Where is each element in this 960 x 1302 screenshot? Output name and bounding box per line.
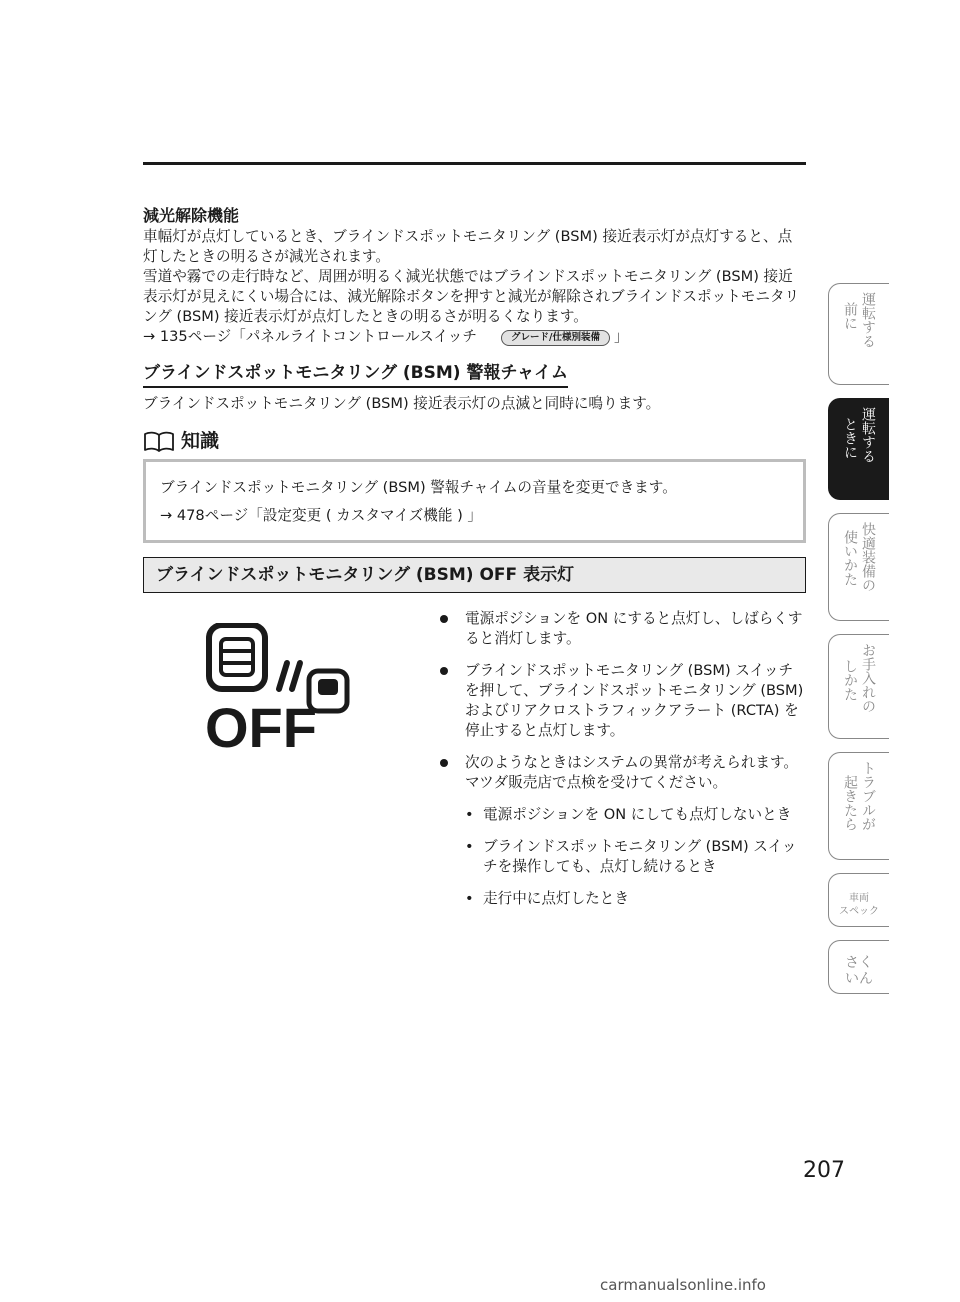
dimmer-cancel-heading: 減光解除機能 — [143, 206, 240, 225]
knowledge-header — [143, 430, 806, 452]
chime-heading: ブラインドスポットモニタリング (BSM) 警報チャイム — [143, 361, 568, 388]
tab-maintenance[interactable]: お手入れの しかた — [828, 634, 889, 739]
reference-close: 」 — [613, 328, 629, 345]
tab-before-driving[interactable]: 運転する 前に — [828, 283, 889, 385]
off-indicator-section — [143, 609, 806, 921]
sub-bullet-item: • 電源ポジションを ON にしても点灯しないとき — [433, 805, 806, 825]
indicator-description — [433, 609, 806, 921]
book-icon — [143, 430, 175, 452]
knowledge-box — [143, 459, 806, 543]
dimmer-cancel-para-1: 車幅灯が点灯しているとき、ブラインドスポットモニタリング (BSM) 接近表示灯が点灯すると、点灯したときの明るさが減光されます。 — [143, 228, 793, 265]
top-rule — [143, 162, 806, 165]
panel-light-reference — [143, 327, 806, 347]
sub-bullet-item: • ブラインドスポットモニタリング (BSM) スイッチを操作しても、点灯し続けるとき — [433, 837, 806, 877]
knowledge-line-2: → 478ページ「設定変更 ( カスタマイズ機能 ) 」 — [160, 507, 483, 524]
tab-index[interactable]: さく いん — [828, 940, 889, 994]
knowledge-line-1: ブラインドスポットモニタリング (BSM) 警報チャイムの音量を変更できます。 — [160, 479, 677, 496]
indicator-off-label: OFF — [205, 696, 317, 753]
tab-troubleshooting[interactable]: トラブルが 起きたら — [828, 752, 889, 860]
grade-badge: グレード/仕様別装備 — [501, 330, 610, 346]
indicator-figure — [143, 609, 433, 919]
page-number: 207 — [803, 1158, 845, 1183]
chapter-tabs — [828, 283, 889, 1007]
bullet-item: ブラインドスポットモニタリング (BSM) スイッチを押して、ブラインドスポットモニタリング (BSM) およびリアクロストラフィックアラート (RCTA) を停止すると点灯します。 — [433, 661, 806, 741]
knowledge-title: 知識 — [181, 430, 220, 452]
bullet-item: 電源ポジションを ON にすると点灯し、しばらくすると消灯します。 — [433, 609, 806, 649]
dimmer-cancel-para-2: 雪道や霧での走行時など、周囲が明るく減光状態ではブラインドスポットモニタリング (BSM) 接近表示灯が見えにくい場合には、減光解除ボタンを押すと減光が解除されブラインドスポットモニタリング (BSM) 接近表示灯が点灯したときの明るさが明るくなります。 — [143, 268, 800, 325]
bullet-item: 次のようなときはシステムの異常が考えられます。マツダ販売店で点検を受けてください。 — [433, 753, 806, 793]
bsm-off-indicator-icon — [205, 623, 355, 753]
chime-text: ブラインドスポットモニタリング (BSM) 接近表示灯の点滅と同時に鳴ります。 — [143, 395, 661, 412]
off-indicator-heading: ブラインドスポットモニタリング (BSM) OFF 表示灯 — [143, 557, 806, 593]
tab-while-driving[interactable]: 運転する ときに — [828, 398, 889, 500]
watermark: carmanualsonline.info — [600, 1276, 766, 1294]
tab-vehicle-specs[interactable]: 車両 スペック — [828, 873, 889, 927]
tab-comfort-features[interactable]: 快適装備の 使いかた — [828, 513, 889, 621]
reference-text: → 135ページ「パネルライトコントロールスイッチ — [143, 328, 477, 345]
sub-bullet-item: • 走行中に点灯したとき — [433, 889, 806, 909]
main-content — [143, 205, 806, 921]
